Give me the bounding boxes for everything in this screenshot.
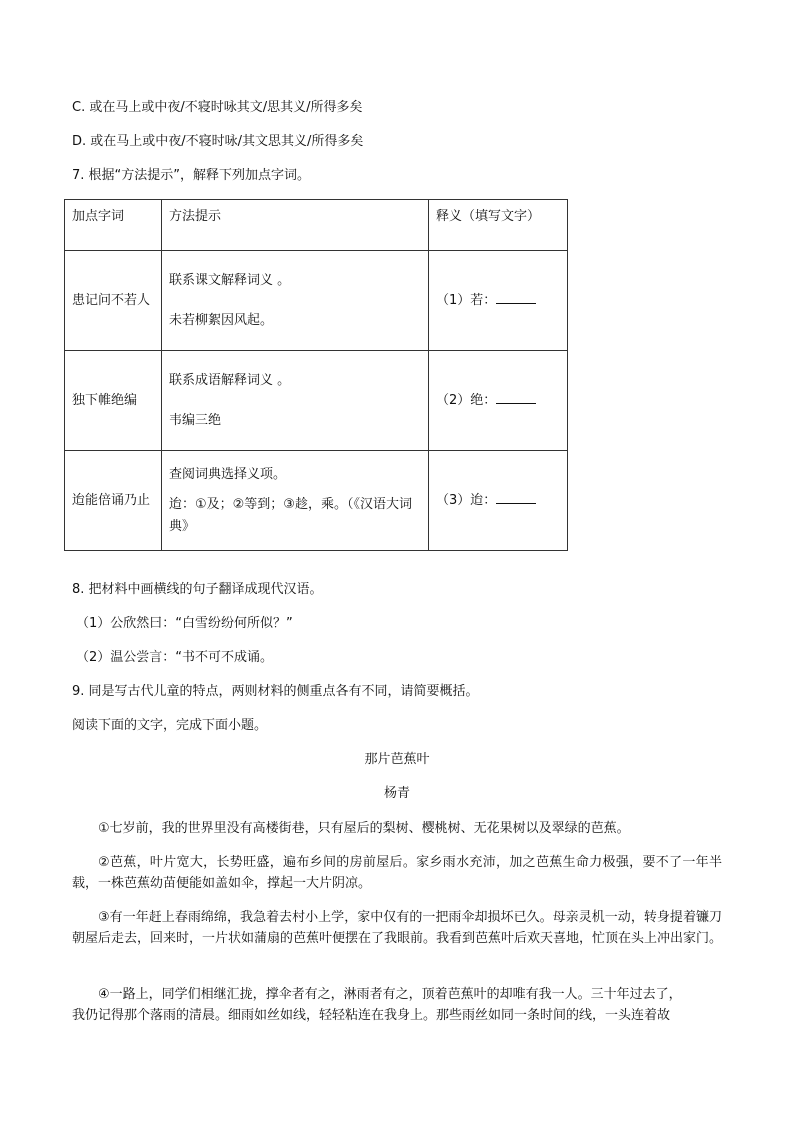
answer-blank[interactable] <box>496 291 536 304</box>
article-author: 杨青 <box>383 786 410 801</box>
reading-intro: 阅读下面的文字，完成下面小题。 <box>72 718 268 733</box>
hint-method: 联系课文解释词义 。 <box>169 272 291 288</box>
table-header: 释义（填写文字） <box>429 200 568 251</box>
method-table <box>64 199 568 551</box>
table-header-row <box>65 200 568 251</box>
hint-example: 迨：①及；②等到；③趁，乘。（《汉语大词典》 <box>169 496 412 534</box>
question-8-sentence-2: （2）温公尝言：“书不可不成诵。 <box>76 650 274 665</box>
question-9-stem: 9. 同是写古代儿童的特点，两则材料的侧重点各有不同，请简要概括。 <box>72 684 479 699</box>
table-row <box>65 351 568 451</box>
table-row <box>65 451 568 551</box>
answer-label: （1）若： <box>436 292 497 308</box>
hint-method: 查阅词典选择义项。 <box>169 466 287 482</box>
answer-cell <box>429 451 568 551</box>
answer-label: （2）绝： <box>436 392 497 408</box>
answer-cell <box>429 351 568 451</box>
question-8-stem: 8. 把材料中画横线的句子翻译成现代汉语。 <box>72 582 323 597</box>
paragraph-2: ②芭蕉，叶片宽大，长势旺盛，遍布乡间的房前屋后。家乡雨水充沛，加之芭蕉生命力极强，要不了一年半载，一株芭蕉幼苗便能如盖如伞，撑起一大片阴凉。 <box>72 855 722 891</box>
table-row <box>65 251 568 351</box>
hint-cell <box>162 451 429 551</box>
article-title: 那片芭蕉叶 <box>364 752 430 767</box>
question-8-sentence-1: （1）公欣然曰：“白雪纷纷何所似？” <box>76 616 293 631</box>
answer-label: （3）迨： <box>436 492 497 508</box>
paragraph-4-line-2: 我仍记得那个落雨的清晨。细雨如丝如线，轻轻粘连在我身上。那些雨丝如同一条时间的线，一头连着故 <box>72 1008 671 1023</box>
dotted-word-cell: 患记问不若人 <box>65 251 162 351</box>
hint-method: 联系成语解释词义 。 <box>169 372 291 388</box>
hint-cell <box>162 251 429 351</box>
dotted-word-cell: 迨能倍诵乃止 <box>65 451 162 551</box>
question-7-stem: 7. 根据“方法提示”，解释下列加点字词。 <box>72 168 311 183</box>
option-c: C. 或在马上或中夜/不寝时咏其文/思其义/所得多矣 <box>72 100 363 115</box>
answer-blank[interactable] <box>496 491 536 504</box>
hint-cell <box>162 351 429 451</box>
answer-blank[interactable] <box>496 391 536 404</box>
paragraph-1: ①七岁前，我的世界里没有高楼街巷，只有屋后的梨树、樱桃树、无花果树以及翠绿的芭蕉。 <box>98 821 630 836</box>
paragraph-4-line-1: ④一路上，同学们相继汇拢，撑伞者有之，淋雨者有之，顶着芭蕉叶的却唯有我一人。三十年过去了， <box>98 987 682 1002</box>
paragraph-3: ③有一年赶上春雨绵绵，我急着去村小上学，家中仅有的一把雨伞却损坏已久。母亲灵机一动，转身提着镰刀朝屋后走去，回来时，一片状如蒲扇的芭蕉叶便摆在了我眼前。我看到芭蕉叶后欢天喜地，忙顶在头上冲出家门。 <box>72 910 723 946</box>
dotted-word-cell: 独下帷绝编 <box>65 351 162 451</box>
hint-example: 未若柳絮因风起。 <box>169 312 274 328</box>
hint-example: 韦编三绝 <box>169 412 222 428</box>
answer-cell <box>429 251 568 351</box>
option-d: D. 或在马上或中夜/不寝时咏/其文思其义/所得多矣 <box>72 134 364 149</box>
table-header: 加点字词 <box>65 200 162 251</box>
table-header: 方法提示 <box>162 200 429 251</box>
